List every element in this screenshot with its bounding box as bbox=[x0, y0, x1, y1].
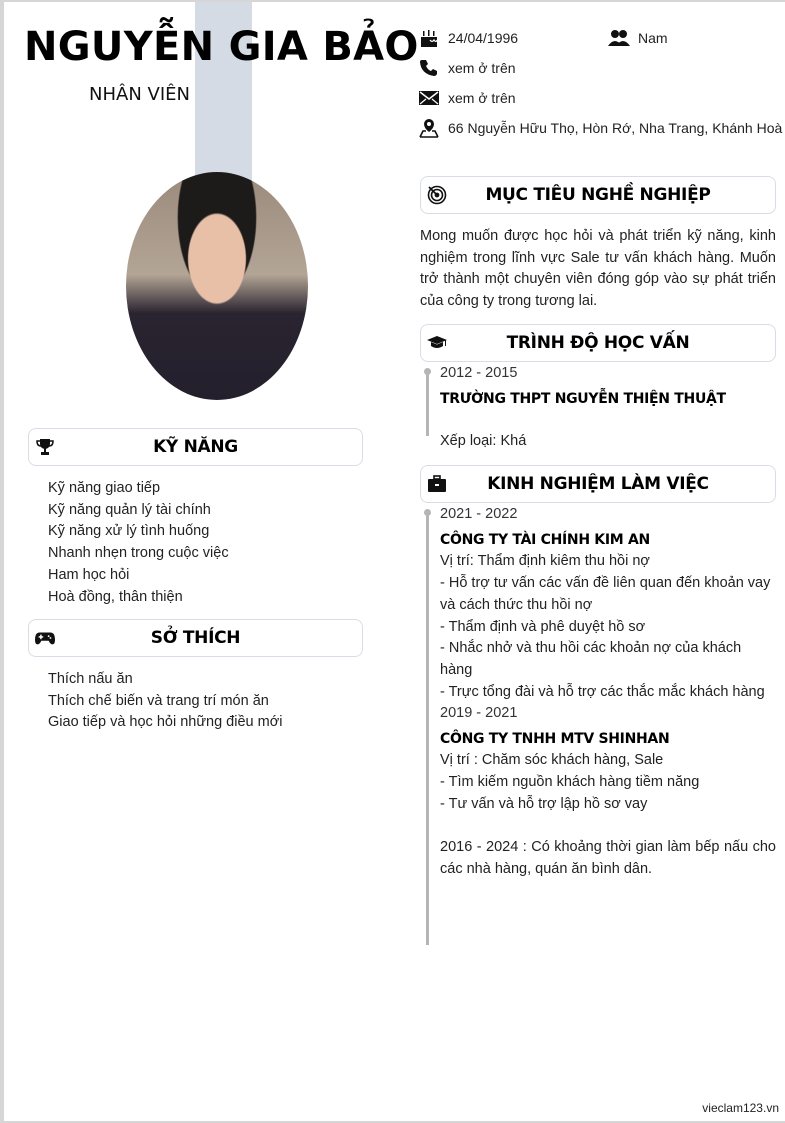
skill-item: Hoà đồng, thân thiện bbox=[48, 588, 183, 605]
experience-line: Vị trí : Chăm sóc khách hàng, Sale bbox=[440, 752, 664, 769]
skills-header bbox=[28, 428, 363, 466]
experience-timeline bbox=[426, 511, 429, 945]
objective-text: Mong muốn được học hỏi và phát triển kỹ năng, kinh nghiệm trong lĩnh vực Sale tư vấn khách hàng. Muốn trở thành một chuyên viên đóng góp vào sự phát triển của công ty trong tương lai. bbox=[420, 228, 776, 310]
users-icon bbox=[608, 28, 630, 48]
avatar-photo bbox=[126, 172, 308, 400]
skills-title: KỸ NĂNG bbox=[153, 437, 238, 457]
experience-entry bbox=[440, 703, 776, 881]
email-value[interactable]: xem ở trên bbox=[448, 90, 516, 106]
gender-value: Nam bbox=[638, 30, 668, 46]
hobby-item: Thích nấu ăn bbox=[48, 671, 133, 687]
phone-icon bbox=[418, 58, 440, 78]
skill-item: Nhanh nhẹn trong cuộc việc bbox=[48, 545, 229, 562]
experience-line: - Tư vấn và hỗ trợ lập hồ sơ vay bbox=[440, 795, 648, 812]
experience-line: - Hỗ trợ tư vấn các vấn đề liên quan đến khoản vay và cách thức thu hồi nợ bbox=[440, 575, 771, 613]
education-date: 2012 - 2015 bbox=[440, 365, 518, 381]
education-timeline bbox=[426, 370, 429, 436]
education-header bbox=[420, 324, 776, 362]
contact-address bbox=[418, 118, 782, 138]
hobby-item: Thích chế biến và trang trí món ăn bbox=[48, 692, 269, 709]
experience-company: CÔNG TY TNHH MTV SHINHAN bbox=[440, 730, 670, 747]
graduation-cap-icon bbox=[427, 333, 447, 353]
birthday-cake-icon bbox=[418, 28, 440, 48]
hobbies-title: SỞ THÍCH bbox=[150, 628, 241, 648]
skill-item: Kỹ năng xử lý tình huống bbox=[48, 523, 210, 540]
contact-phone bbox=[418, 58, 516, 78]
timeline-dot bbox=[424, 509, 431, 516]
education-school: TRƯỜNG THPT NGUYỄN THIỆN THUẬT bbox=[440, 390, 726, 407]
experience-note: 2016 - 2024 : Có khoảng thời gian làm bếp nấu cho các nhà hàng, quán ăn bình dân. bbox=[440, 839, 776, 877]
footer-brand[interactable]: vieclam123.vn bbox=[702, 1101, 779, 1115]
portrait-image bbox=[126, 172, 308, 400]
education-detail: Xếp loại: Khá bbox=[440, 433, 527, 450]
envelope-icon bbox=[418, 88, 440, 108]
experience-line: - Thẩm định và phê duyệt hồ sơ bbox=[440, 618, 646, 635]
experience-line: Vị trí: Thẩm định kiêm thu hồi nợ bbox=[440, 553, 650, 570]
experience-line: - Tìm kiếm nguồn khách hàng tiềm năng bbox=[440, 774, 700, 791]
candidate-role: NHÂN VIÊN bbox=[89, 84, 190, 105]
gamepad-icon bbox=[35, 628, 55, 648]
contact-email bbox=[418, 88, 516, 108]
candidate-name: NGUYỄN GIA BẢO bbox=[24, 24, 419, 70]
map-marker-icon bbox=[418, 118, 440, 138]
contact-birthday bbox=[418, 28, 518, 48]
briefcase-icon bbox=[427, 474, 447, 494]
contact-gender bbox=[608, 28, 668, 48]
experience-header bbox=[420, 465, 776, 503]
experience-date: 2021 - 2022 bbox=[440, 506, 518, 522]
experience-line: - Nhắc nhở và thu hồi các khoản nợ của khách hàng bbox=[440, 640, 742, 678]
phone-value[interactable]: xem ở trên bbox=[448, 60, 516, 76]
education-entry bbox=[440, 363, 776, 453]
hobbies-list bbox=[48, 669, 282, 734]
skill-item: Ham học hỏi bbox=[48, 566, 130, 583]
hobby-item: Giao tiếp và học hỏi những điều mới bbox=[48, 714, 283, 731]
experience-title: KINH NGHIỆM LÀM VIỆC bbox=[487, 474, 709, 494]
experience-date: 2019 - 2021 bbox=[440, 705, 518, 721]
skill-item: Kỹ năng quản lý tài chính bbox=[48, 501, 211, 518]
experience-entry bbox=[440, 504, 776, 703]
birthday-value: 24/04/1996 bbox=[448, 30, 519, 46]
timeline-dot bbox=[424, 368, 431, 375]
skills-list bbox=[48, 478, 229, 608]
trophy-icon bbox=[35, 437, 55, 457]
hobbies-header bbox=[28, 619, 363, 657]
experience-company: CÔNG TY TÀI CHÍNH KIM AN bbox=[440, 531, 650, 548]
objective-title: MỤC TIÊU NGHỀ NGHIỆP bbox=[485, 185, 711, 205]
address-value: 66 Nguyễn Hữu Thọ, Hòn Rớ, Nha Trang, Khánh Hoà bbox=[448, 120, 783, 136]
education-title: TRÌNH ĐỘ HỌC VẤN bbox=[506, 333, 690, 353]
cv-page bbox=[4, 2, 785, 1121]
target-icon bbox=[427, 185, 447, 205]
experience-line: - Trực tổng đài và hỗ trợ các thắc mắc khách hàng bbox=[440, 683, 765, 700]
skill-item: Kỹ năng giao tiếp bbox=[48, 480, 161, 496]
objective-header bbox=[420, 176, 776, 214]
